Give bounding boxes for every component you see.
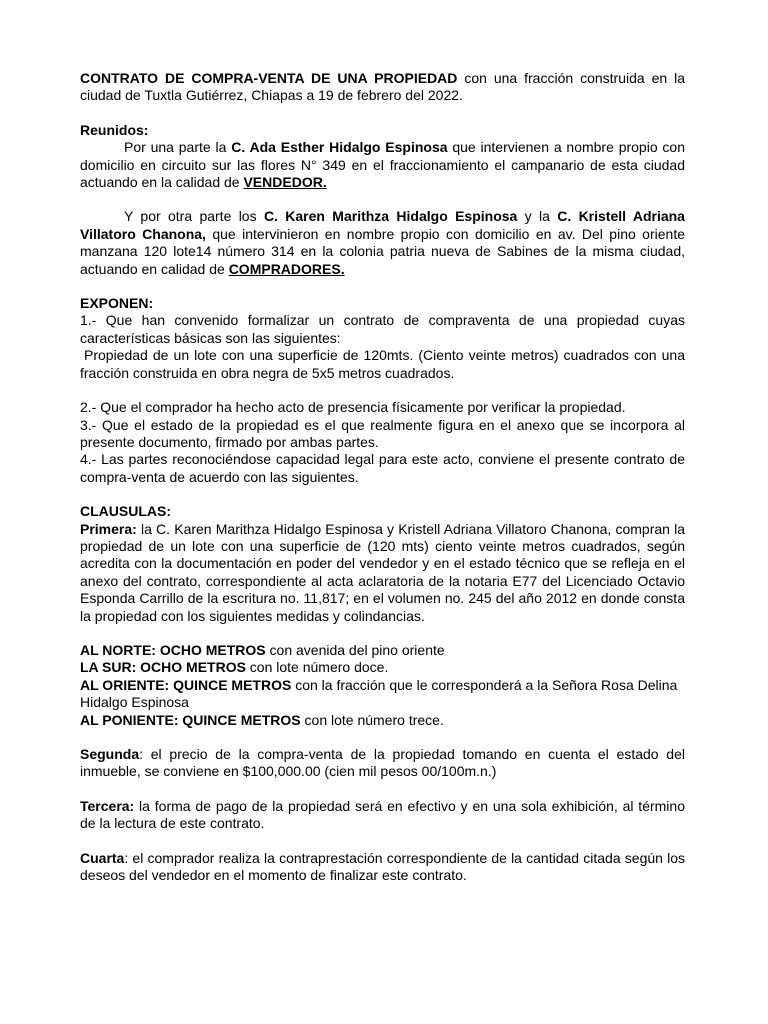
reunidos-heading: Reunidos: bbox=[80, 121, 149, 138]
clausula-segunda: Segunda: el precio de la compra-venta de la propiedad tomando en cuenta el estado del inmueble, se conviene en $100,000.00 (cien mil pesos 00/100m.n.) bbox=[80, 746, 685, 780]
primera-label: Primera: bbox=[80, 520, 137, 537]
exponen-item-2: 2.- Que el comprador ha hecho acto de presencia físicamente por verificar la propiedad. bbox=[80, 399, 626, 416]
buyer-name-1: C. Karen Marithza Hidalgo Espinosa bbox=[263, 208, 518, 225]
buyers-role: COMPRADORES. bbox=[228, 260, 345, 277]
colindancia-sur: LA SUR: OCHO METROS con lote número doce. bbox=[80, 659, 389, 676]
colindancia-oriente: AL ORIENTE: QUINCE METROS con la fracción que le corresponderá a la Señora Rosa Delina Hidalgo Espinosa bbox=[80, 676, 678, 711]
seller-name: C. Ada Esther Hidalgo Espinosa bbox=[231, 139, 448, 156]
contract-title bbox=[80, 70, 685, 105]
seller-role: VENDEDOR. bbox=[243, 174, 327, 191]
buyer-name-2: C. Kristell Adriana Villatoro Chanona, bbox=[80, 208, 685, 242]
clausula-cuarta: Cuarta: el comprador realiza la contraprestación correspondiente de la cantidad citada según los deseos del vendedor en el momento de finalizar este contrato. bbox=[80, 849, 685, 884]
colindancia-poniente: AL PONIENTE: QUINCE METROS con lote número trece. bbox=[80, 711, 444, 728]
reunidos-paragraph-seller: Por una parte la C. Ada Esther Hidalgo Espinosa que intervienen a nombre propio con domicilio en circuito sur las flores N° 349 en el fraccionamiento el campanario de esta ciudad actuando en la calidad de VENDEDOR. bbox=[80, 139, 685, 191]
exponen-item-1: 1.- Que han convenido formalizar un contrato de compraventa de una propiedad cuyas características básicas son las siguientes: bbox=[80, 312, 685, 346]
segunda-label: Segunda bbox=[80, 746, 140, 762]
clausulas-heading: CLAUSULAS: bbox=[80, 503, 171, 520]
clausula-primera: Primera: la C. Karen Marithza Hidalgo Espinosa y Kristell Adriana Villatoro Chanona, compran la propiedad de un lote con una superficie de (120 mts) ciento veinte metros cuadrados, según acredita con la documentación en poder del vendedor y en el estado técnico que se refleja en el anexo del contrato, correspondiente al acta aclaratoria de la notaria E77 del Licenciado Octavio Esponda Carrillo de la escritura no. 11,817; en el volumen no. 245 del año 2012 en donde consta la propiedad con los siguientes medidas y colindancias. bbox=[80, 520, 685, 624]
title-rest: con una fracción construida en la ciudad de Tuxtla Gutiérrez, Chiapas a 19 de febrero del 2022. bbox=[80, 70, 685, 104]
colindancia-norte: AL NORTE: OCHO METROS con avenida del pino oriente bbox=[80, 641, 445, 658]
cuarta-label: Cuarta bbox=[80, 849, 125, 866]
contract-document bbox=[80, 70, 685, 884]
reunidos-paragraph-buyers: Y por otra parte los C. Karen Marithza Hidalgo Espinosa y la C. Kristell Adriana Villatoro Chanona, que intervinieron en nombre propio con domicilio en av. Del pino oriente manzana 120 lote14 número 314 en la colonia patria nueva de Sabines de la misma ciudad, actuando en calidad de COMPRADORES. bbox=[80, 208, 685, 277]
exponen-heading: EXPONEN: bbox=[80, 295, 154, 312]
title-bold: CONTRATO DE COMPRA-VENTA DE UNA PROPIEDAD bbox=[80, 70, 458, 86]
tercera-label: Tercera: bbox=[80, 797, 135, 814]
exponen-item-3: 3.- Que el estado de la propiedad es el que realmente figura en el anexo que se incorpora al presente documento, firmado por ambas partes. bbox=[80, 416, 685, 450]
exponen-item-4: 4.- Las partes reconociéndose capacidad legal para este acto, conviene el presente contrato de compra-venta de acuerdo con las siguientes. bbox=[80, 451, 685, 485]
exponen-item-1-detail: Propiedad de un lote con una superficie de 120mts. (Ciento veinte metros) cuadrados con una fracción construida en obra negra de 5x5 metros cuadrados. bbox=[80, 347, 685, 381]
clausula-tercera: Tercera: la forma de pago de la propiedad será en efectivo y en una sola exhibición, al término de la lectura de este contrato. bbox=[80, 797, 685, 832]
